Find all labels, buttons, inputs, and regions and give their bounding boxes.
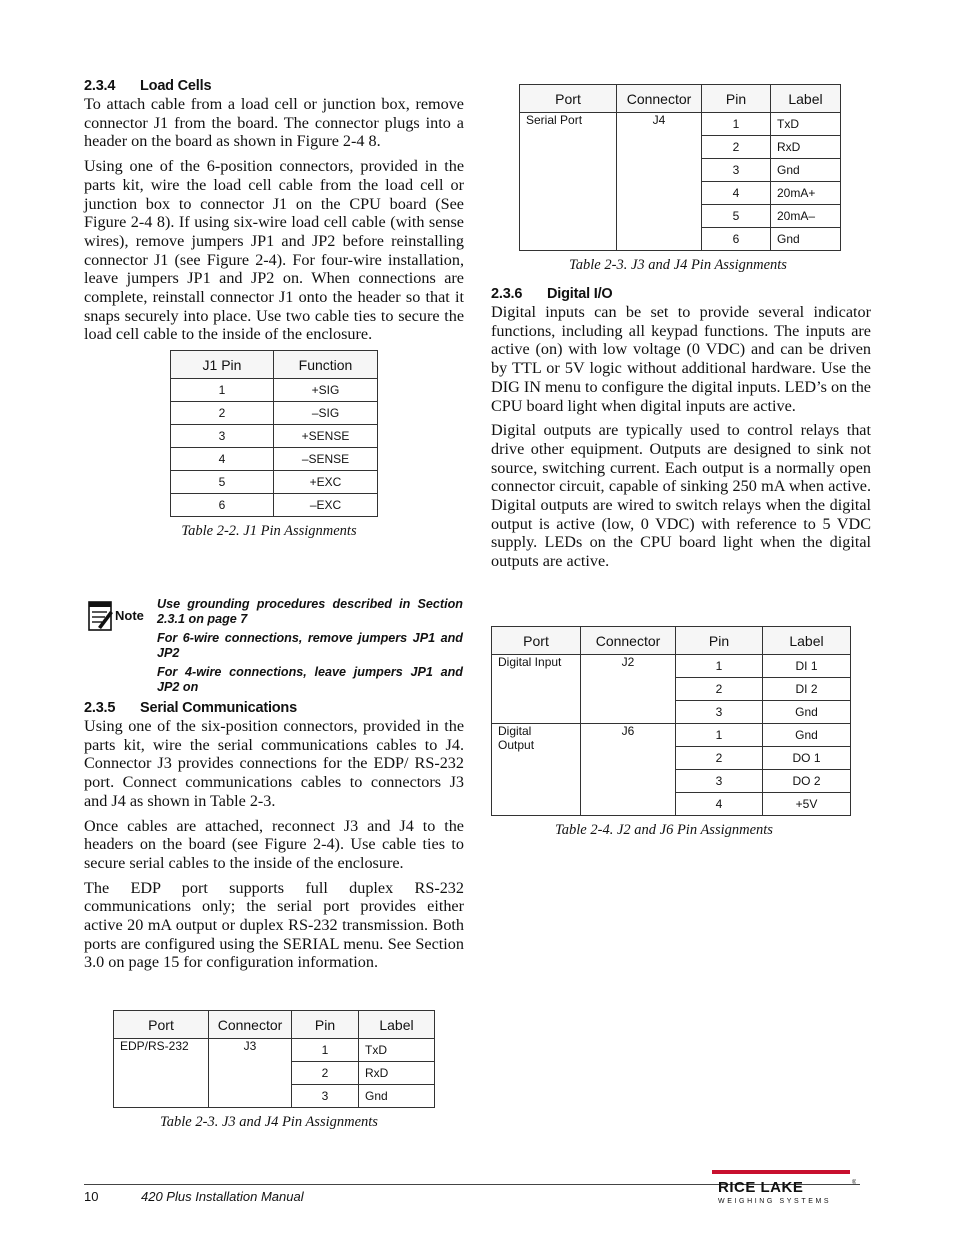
j2-j6-pin-table — [491, 626, 851, 816]
digital-io-table-block — [491, 626, 851, 839]
svg-text:WEIGHING SYSTEMS: WEIGHING SYSTEMS — [718, 1198, 832, 1205]
paragraph: The EDP port supports full duplex RS-232 communications only; the serial port provides either active 20 mA output or duplex RS-232 transmission. Both ports are configured using the SERIAL menu. See Section 3.0 on page 15 for configuration information. — [84, 878, 464, 972]
column-header: Port — [520, 85, 617, 113]
j3-pin-table — [113, 1010, 435, 1108]
note-text — [157, 597, 463, 700]
column-header: J1 Pin — [171, 351, 274, 379]
edp-table-block — [113, 1010, 435, 1131]
table-caption: Table 2-2. J1 Pin Assignments — [181, 523, 357, 540]
table-row: Digital Output J6 1 Gnd — [492, 724, 851, 747]
section-heading-2-3-5: 2.3.5 Serial Communications — [84, 700, 297, 716]
column-header: Port — [114, 1011, 209, 1039]
table-row: 1 +SIG — [171, 379, 378, 402]
table-row: 3 DO 2 — [492, 770, 851, 793]
table-row: 3 Gnd — [520, 159, 841, 182]
column-header: Function — [274, 351, 378, 379]
left-column-lower — [84, 700, 464, 978]
paragraph: To attach cable from a load cell or junction box, remove connector J1 from the board. The connector plugs into a header on the board as shown in Figure 2-4 8. — [84, 95, 464, 151]
serial-table-block — [519, 84, 841, 274]
rice-lake-logo — [712, 1170, 856, 1206]
column-header: Label — [763, 627, 851, 655]
section-heading-2-3-4: 2.3.4 Load Cells — [84, 78, 212, 94]
table-caption: Table 2-3. J3 and J4 Pin Assignments — [160, 1114, 378, 1130]
table-row: 4 20mA+ — [520, 182, 841, 205]
paragraph: Using one of the 6-position connectors, provided in the parts kit, wire the load cell cable from the load cell or junction box to connector J1 on the CPU board (See Figure 2-4 8). If using six-wire load cell cable (with sense wires), remove jumpers JP1 and JP2 before reinstalling connector J1 (see Figure 2-4). For four-wire installation, leave jumpers JP1 and JP2 on. When connections are complete, reinstall connector J1 onto the header so that it snaps securely into place. Use two cable ties to secure the load cell cable to the inside of the enclosure. — [84, 157, 464, 344]
right-column-text — [491, 286, 871, 577]
svg-text:®: ® — [852, 1180, 856, 1186]
manual-title: 420 Plus Installation Manual — [141, 1189, 304, 1204]
column-header: Label — [771, 85, 841, 113]
table-row: 3 Gnd — [492, 701, 851, 724]
table-row: 3 Gnd — [114, 1085, 435, 1108]
column-header: Connector — [209, 1011, 292, 1039]
table-row: 2 –SIG — [171, 402, 378, 425]
table-row: 2 RxD — [520, 136, 841, 159]
note-line: For 4-wire connections, leave jumpers JP1 and JP2 on — [157, 665, 463, 694]
table-row: 2 DO 1 — [492, 747, 851, 770]
paragraph: Using one of the six-position connectors, provided in the parts kit, wire the serial communications cables to J4. Connector J3 provides connections for the EDP/ RS-232 port. Connect communications cables to connectors J3 and J4 as shown in Table 2-3. — [84, 717, 464, 810]
left-column — [84, 78, 464, 540]
paragraph: Digital outputs are typically used to control relays that drive other equipment. Outputs are designed to sink not source, switching current. Each output is a normally open connector circuit, capable of sinking 250 mA when active. Digital outputs are wired to switch relays when the digital output is active (low, 0 VDC) with reference to 5 VDC supply. LEDs on the CPU board light when the digital outputs are active. — [491, 421, 871, 571]
table-row: 4 –SENSE — [171, 448, 378, 471]
j4-pin-table — [519, 84, 841, 251]
section-heading-2-3-6: 2.3.6 Digital I/O — [491, 286, 613, 302]
table-row: 2 DI 2 — [492, 678, 851, 701]
table-row: 5 20mA– — [520, 205, 841, 228]
table-row: 3 +SENSE — [171, 425, 378, 448]
column-header: Port — [492, 627, 581, 655]
table-caption: Table 2-3. J3 and J4 Pin Assignments — [569, 257, 787, 273]
j1-pin-table — [170, 350, 378, 517]
note-icon — [88, 599, 148, 633]
column-header: Connector — [617, 85, 702, 113]
table-caption: Table 2-4. J2 and J6 Pin Assignments — [555, 822, 773, 838]
note-line: For 6-wire connections, remove jumpers JP1 and JP2 — [157, 631, 463, 660]
table-row: 6 Gnd — [520, 228, 841, 251]
paragraph: Once cables are attached, reconnect J3 and J4 to the headers on the board (see Figure 2-4). Use cable ties to secure serial cables to the inside of the enclosure. — [84, 816, 464, 872]
note-line: Use grounding procedures described in Section 2.3.1 on page 7 — [157, 597, 463, 626]
svg-text:RICE LAKE: RICE LAKE — [718, 1179, 804, 1196]
table-row: Serial Port J4 1 TxD — [520, 113, 841, 136]
table-row: 4 +5V — [492, 793, 851, 816]
column-header: Connector — [581, 627, 676, 655]
table-row: 2 RxD — [114, 1062, 435, 1085]
table-row: 5 +EXC — [171, 471, 378, 494]
column-header: Label — [359, 1011, 435, 1039]
column-header: Pin — [702, 85, 771, 113]
column-header: Pin — [676, 627, 763, 655]
paragraph: Digital inputs can be set to provide several indicator functions, including all keypad functions. The inputs are active (on) with low voltage (0 VDC) and can be driven by TTL or 5V logic without additional hardware. Use the DIG IN menu to configure the digital inputs. LED’s on the CPU board light when digital inputs are active. — [491, 303, 871, 415]
table-row: Digital Input J2 1 DI 1 — [492, 655, 851, 678]
column-header: Pin — [292, 1011, 359, 1039]
page-number: 10 — [84, 1189, 99, 1204]
table-row: 6 –EXC — [171, 494, 378, 517]
table-row: EDP/RS-232 J3 1 TxD — [114, 1039, 435, 1062]
svg-text:Note: Note — [115, 608, 144, 623]
